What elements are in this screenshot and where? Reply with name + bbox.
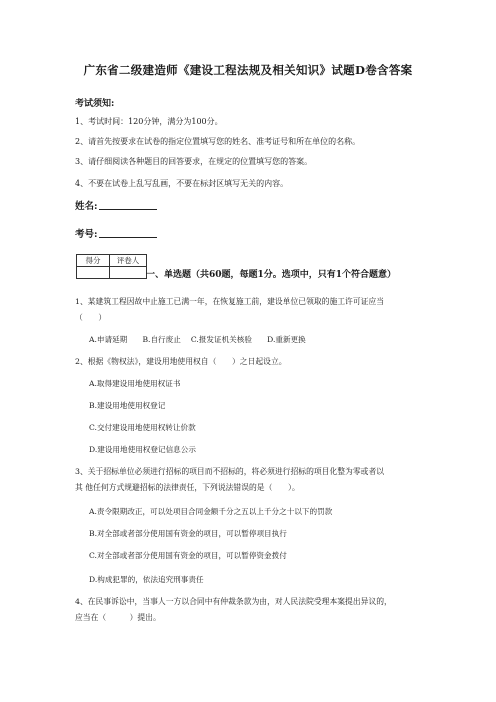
- section-title: 一、单选题（共60题，每题1分。选项中，只有1个符合题意）: [146, 270, 397, 280]
- notice-item: 3、请仔细阅读各种题目的回答要求，在规定的位置填写您的答案。: [75, 157, 313, 166]
- question-stem-cont: 其 他任何方式规避招标的法律责任，下列说法错误的是（ ）。: [75, 483, 300, 492]
- question-option: A.责令限期改正，可以处项目合同金额千分之五以上千分之十以下的罚款: [89, 507, 333, 516]
- score-cell[interactable]: [77, 267, 110, 279]
- exam-number-blank[interactable]: [99, 228, 157, 238]
- question-stem: 3、关于招标单位必须进行招标的项目而不招标的，将必须进行招标的项目化整为零或者以: [75, 467, 385, 476]
- question-stem-cont: 应当在（ ）提出。: [75, 613, 161, 622]
- question-stem-cont: （ ）: [75, 313, 107, 322]
- exam-number-label: 考号:: [75, 229, 98, 240]
- notice-item: 4、不要在试卷上乱写乱画，不要在标封区填写无关的内容。: [75, 179, 289, 188]
- exam-number-field: [75, 226, 157, 240]
- question-options: A.申请延期 B.自行废止 C.报发证机关核验 D.重新更换: [89, 335, 306, 344]
- question-option: C.对全部或者部分使用国有资金的项目，可以暂停资金拨付: [89, 551, 287, 560]
- question-option: D.建设用地使用权登记信息公示: [89, 445, 196, 454]
- question-option: A.取得建设用地使用权证书: [89, 379, 181, 388]
- notice-heading: 考试须知:: [75, 99, 115, 109]
- name-blank[interactable]: [99, 200, 157, 210]
- question-option: C.交付建设用地使用权转让价款: [89, 423, 196, 432]
- notice-item: 2、请首先按要求在试卷的指定位置填写您的姓名、准考证号和所在单位的名称。: [75, 137, 361, 146]
- question-option: B.对全部或者部分使用国有资金的项目，可以暂停项目执行: [89, 529, 287, 538]
- name-label: 姓名:: [75, 201, 98, 212]
- score-table: [76, 254, 147, 279]
- notice-item: 1、考试时间：120分钟，满分为100分。: [75, 117, 223, 126]
- question-stem: 1、某建筑工程因故中止施工已满一年，在恢复施工前，建设单位已领取的施工许可证应当: [75, 297, 385, 306]
- question-option: D.构成犯罪的，依法追究刑事责任: [89, 575, 204, 584]
- question-option: B.建设用地使用权登记: [89, 401, 166, 410]
- question-stem: 2、根据《物权法》，建设用地使用权自（ ）之日起设立。: [75, 357, 287, 366]
- grader-cell[interactable]: [110, 267, 147, 279]
- name-field: [75, 198, 157, 212]
- page-title: 广东省二级建造师《建设工程法规及相关知识》试题D卷含答案: [83, 63, 413, 77]
- grader-header: 评卷人: [110, 255, 147, 267]
- question-stem: 4、在民事诉讼中，当事人一方以合同中有仲裁条款为由，对人民法院受理本案提出异议的，: [75, 597, 392, 606]
- score-header: 得分: [77, 255, 110, 267]
